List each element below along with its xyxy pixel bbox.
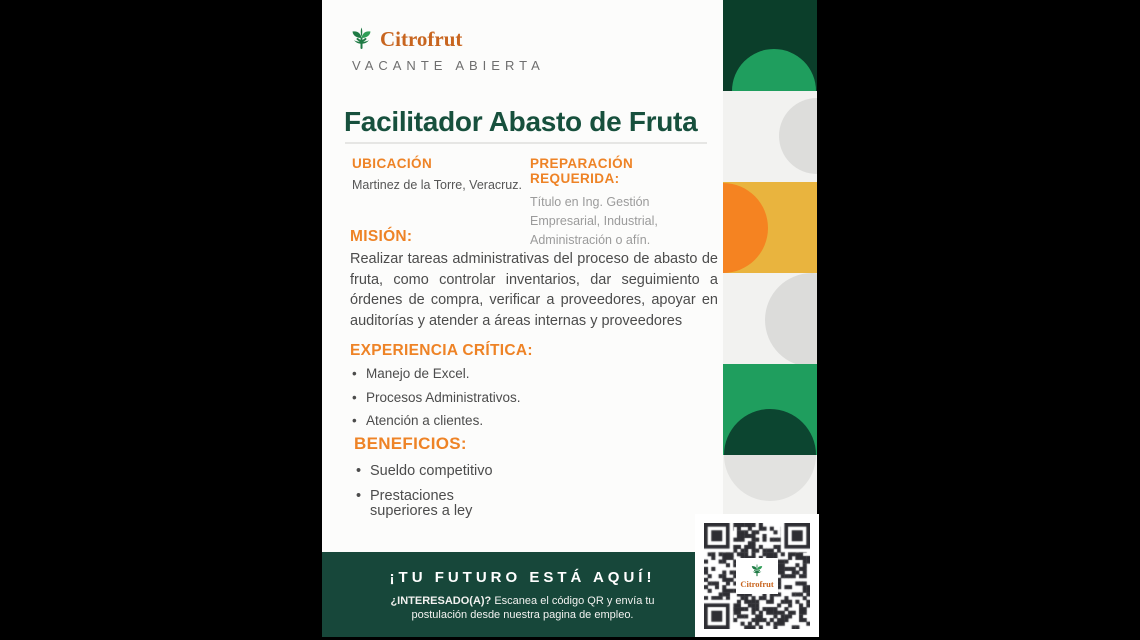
footer-cta-question: ¿INTERESADO(A)? (390, 595, 492, 607)
footer-banner (322, 552, 723, 637)
list-item: • Procesos Administrativos. (350, 390, 680, 405)
qr-logo-text: Citrofrut (740, 578, 774, 589)
job-flyer (322, 0, 817, 637)
tile-amber-orange-circle (723, 182, 817, 273)
tile-darkgreen-semicircle (723, 0, 817, 91)
experience-section (350, 342, 680, 437)
circle-shape (779, 98, 817, 174)
qr-center-logo (736, 558, 778, 594)
benefits-list (354, 464, 554, 520)
brand-logo (348, 26, 462, 52)
list-item: • Prestaciones superiores a ley (354, 489, 510, 520)
benefits-section (354, 434, 554, 529)
flyer-content (322, 0, 723, 637)
benefits-heading: BENEFICIOS: (354, 434, 467, 453)
semicircle-shape (724, 455, 816, 501)
mission-heading: MISIÓN: (350, 228, 413, 245)
tile-gray-circle (723, 273, 817, 364)
preparation-heading: PREPARACIÓN REQUERIDA: (530, 156, 634, 186)
footer-cta (363, 595, 683, 622)
title-divider (345, 142, 707, 144)
preparation-value: Título en Ing. Gestión Empresarial, Industrial, Administración o afín. (530, 195, 658, 247)
job-title: Facilitador Abasto de Fruta (344, 106, 698, 137)
mission-body: Realizar tareas administrativas del proceso de abasto de fruta, como controlar inventarios, dar seguimiento a órdenes de compra, verificar a proveedores, apoyar en auditorías y atender a áreas internas y proveedores (350, 251, 718, 329)
citrofrut-plant-icon (749, 563, 765, 578)
location-heading: UBICACIÓN (352, 156, 433, 171)
tile-green-semicircle (723, 364, 817, 455)
circle-shape (765, 273, 817, 364)
semicircle-shape (732, 49, 816, 91)
footer-cta-text: Escanea el código QR y envía tu postulación desde nuestra pagina de empleo. (411, 595, 655, 621)
mission-section (350, 228, 718, 331)
list-item: • Atención a clientes. (350, 413, 680, 428)
footer-headline: ¡TU FUTURO ESTÁ AQUÍ! (389, 569, 656, 586)
qr-panel (695, 514, 819, 637)
list-item: • Sueldo competitivo (354, 464, 510, 480)
semicircle-shape (724, 409, 816, 455)
brand-logo-text: Citrofrut (380, 26, 463, 51)
tile-gray-circle (723, 91, 817, 182)
circle-shape (723, 183, 768, 273)
citrofrut-plant-icon (348, 26, 375, 52)
experience-list (350, 366, 680, 428)
location-value: Martinez de la Torre, Veracruz. (352, 178, 522, 192)
vacancy-tagline: VACANTE ABIERTA (352, 58, 545, 73)
experience-heading: EXPERIENCIA CRÍTICA: (350, 342, 533, 359)
list-item: • Manejo de Excel. (350, 366, 680, 381)
